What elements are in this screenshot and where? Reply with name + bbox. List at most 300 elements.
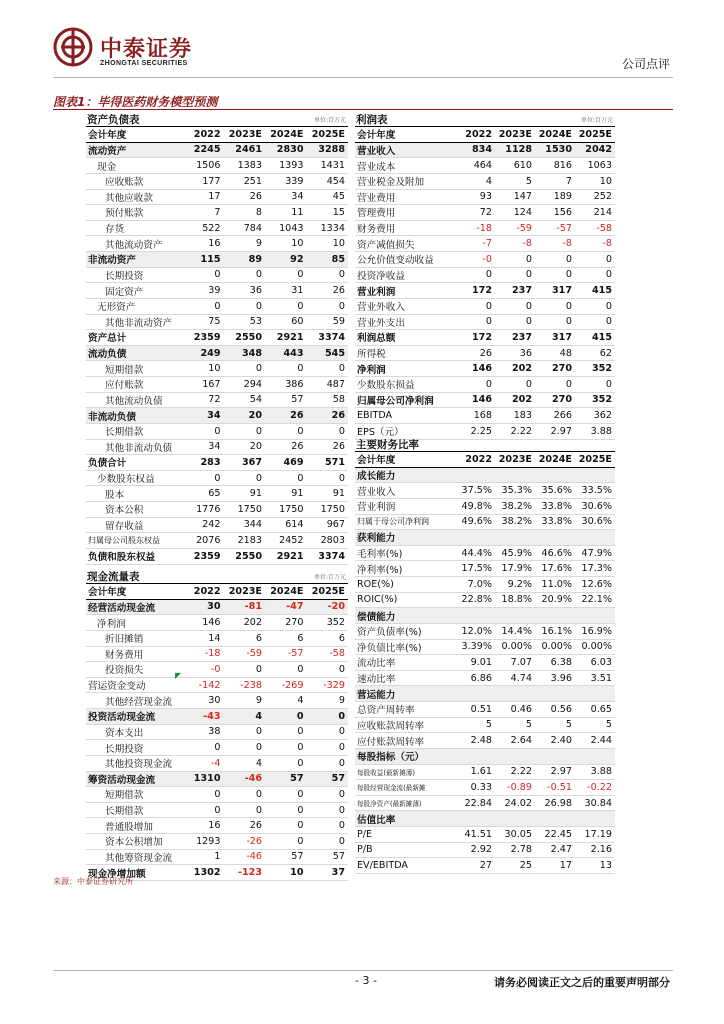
cell-value: 10 <box>575 173 615 189</box>
cell-value: 35.6% <box>535 483 575 499</box>
row-label: 短期借款 <box>86 787 182 803</box>
cell-value: -47 <box>265 599 307 615</box>
table-row <box>355 483 615 499</box>
row-label: 公允价值变动收益 <box>355 252 455 268</box>
table-row <box>355 764 615 780</box>
cell-value: 4.74 <box>495 670 535 686</box>
cell-value: 10 <box>182 361 224 377</box>
cell-value: 4 <box>224 709 266 725</box>
cell-value: -18 <box>455 220 495 236</box>
cell-value: 2550 <box>224 330 266 346</box>
cell-value: 270 <box>265 615 307 631</box>
cell-value: 3288 <box>307 142 349 158</box>
row-label: 营业外支出 <box>355 314 455 330</box>
cell-value <box>535 686 575 702</box>
cell-value: -8 <box>575 236 615 252</box>
table-row <box>86 502 348 518</box>
cell-value: 146 <box>182 615 224 631</box>
cell-value: 0 <box>307 834 349 850</box>
table-row <box>86 142 348 158</box>
cell-value: 46.6% <box>535 545 575 561</box>
cell-value: 3.39% <box>455 639 495 655</box>
table-row <box>86 470 348 486</box>
cell-value: 1530 <box>535 142 575 158</box>
table-row <box>86 615 348 631</box>
cell-value: 0 <box>182 423 224 439</box>
cell-value <box>575 748 615 764</box>
cell-value: 0 <box>265 662 307 678</box>
cell-value: 72 <box>455 205 495 221</box>
table-row <box>355 158 615 174</box>
cell-value: 967 <box>307 517 349 533</box>
cell-value: 49.6% <box>455 514 495 530</box>
unit-label: 单位:百万元 <box>313 117 346 124</box>
cell-value: 59 <box>307 314 349 330</box>
cell-value: 1776 <box>182 502 224 518</box>
table-row <box>86 630 348 646</box>
row-label: 流动资产 <box>86 142 182 158</box>
cell-value <box>535 811 575 827</box>
cell-value: 0 <box>182 787 224 803</box>
cell-value: 172 <box>455 330 495 346</box>
balance-sheet-title: 资产负债表 <box>87 114 140 126</box>
cell-value: 0 <box>265 267 307 283</box>
cell-value: 27 <box>455 858 495 874</box>
table-row <box>355 205 615 221</box>
cell-value: 386 <box>265 377 307 393</box>
row-label: 毛利率(%) <box>355 545 455 561</box>
cell-value: 7 <box>182 205 224 221</box>
cell-value: 146 <box>455 392 495 408</box>
column-header-label: 会计年度 <box>355 127 455 142</box>
cell-value: 0 <box>455 267 495 283</box>
table-row <box>86 361 348 377</box>
table-row <box>355 827 615 843</box>
table-row <box>355 795 615 811</box>
cell-value: 16 <box>182 818 224 834</box>
cell-value: 0 <box>265 423 307 439</box>
cell-value: 0 <box>182 740 224 756</box>
cell-value: 294 <box>224 377 266 393</box>
row-label: 其他非流动资产 <box>86 314 182 330</box>
cell-value: 0 <box>307 724 349 740</box>
table-row <box>355 361 615 377</box>
cell-value: 34 <box>182 408 224 424</box>
cell-value: 0 <box>307 470 349 486</box>
cell-value: 270 <box>535 392 575 408</box>
cell-value: -0.22 <box>575 780 615 796</box>
cell-value: 2183 <box>224 533 266 549</box>
table-row <box>355 173 615 189</box>
cell-value: 26 <box>307 283 349 299</box>
cell-value: 26 <box>455 345 495 361</box>
table-row <box>355 639 615 655</box>
cell-value: 34 <box>182 439 224 455</box>
row-label: 非流动资产 <box>86 252 182 268</box>
cell-value: 33.8% <box>535 514 575 530</box>
cell-value <box>495 467 535 483</box>
cell-value: -26 <box>224 834 266 850</box>
cell-value: 0 <box>575 267 615 283</box>
title-divider <box>53 109 673 110</box>
cell-value: 0 <box>307 423 349 439</box>
row-label: EPS（元） <box>355 423 455 439</box>
cell-value <box>455 811 495 827</box>
cell-value: 5 <box>575 717 615 733</box>
cell-value: 167 <box>182 377 224 393</box>
cell-value: -0 <box>182 662 224 678</box>
cell-value: 2359 <box>182 548 224 564</box>
cell-value: 251 <box>224 173 266 189</box>
table-row <box>355 283 615 299</box>
cell-value: 352 <box>575 392 615 408</box>
cell-value: 202 <box>495 392 535 408</box>
cell-value: 17 <box>535 858 575 874</box>
table-row <box>355 142 615 158</box>
row-label: 投资损失 <box>86 662 182 678</box>
table-row <box>86 771 348 787</box>
cell-value: 1750 <box>307 502 349 518</box>
cell-value: 38.2% <box>495 514 535 530</box>
cell-value: 2803 <box>307 533 349 549</box>
cell-value: 352 <box>575 361 615 377</box>
cell-value: 7 <box>535 173 575 189</box>
cell-value: 2550 <box>224 548 266 564</box>
table-row <box>86 834 348 850</box>
row-label: 管理费用 <box>355 205 455 221</box>
cell-value: 1383 <box>224 158 266 174</box>
cell-value: 25 <box>495 858 535 874</box>
cell-value <box>535 530 575 546</box>
row-label: ROIC(%) <box>355 592 455 608</box>
table-row <box>86 818 348 834</box>
cell-value: 168 <box>455 408 495 424</box>
cell-value: 172 <box>455 283 495 299</box>
cell-value: 9 <box>224 693 266 709</box>
cell-value: 0 <box>575 314 615 330</box>
cell-value: 0 <box>265 834 307 850</box>
cell-value: 6.38 <box>535 655 575 671</box>
balance-sheet-table <box>86 127 348 565</box>
cell-value: 0 <box>495 252 535 268</box>
table-row <box>355 577 615 593</box>
cell-value <box>535 748 575 764</box>
cell-value: -57 <box>265 646 307 662</box>
cell-value: 2359 <box>182 330 224 346</box>
table-row <box>86 693 348 709</box>
cell-value: 1393 <box>265 158 307 174</box>
row-label: 负债和股东权益 <box>86 548 182 564</box>
table-row <box>86 298 348 314</box>
table-row <box>355 545 615 561</box>
cell-value: -58 <box>307 646 349 662</box>
cell-value: 92 <box>265 252 307 268</box>
row-label: 固定资产 <box>86 283 182 299</box>
cell-value: 37 <box>307 865 349 881</box>
cell-value: 44.4% <box>455 545 495 561</box>
source-note: 来源：中泰证券研究所 <box>53 877 133 886</box>
cell-value: 784 <box>224 220 266 236</box>
cell-value: 36 <box>224 283 266 299</box>
cell-value <box>455 608 495 624</box>
cell-value: 1310 <box>182 771 224 787</box>
cell-value: 0 <box>455 377 495 393</box>
cell-value: 6.86 <box>455 670 495 686</box>
cell-value: 2.47 <box>535 842 575 858</box>
row-label: 少数股东权益 <box>86 470 182 486</box>
cell-value: 5 <box>495 717 535 733</box>
row-label: 速动比率 <box>355 670 455 686</box>
row-label: 财务费用 <box>355 220 455 236</box>
cell-value: 2.64 <box>495 733 535 749</box>
cell-value: 237 <box>495 283 535 299</box>
cell-value: 0 <box>265 740 307 756</box>
cell-value: 156 <box>535 205 575 221</box>
cell-value: 487 <box>307 377 349 393</box>
row-label: 留存收益 <box>86 517 182 533</box>
row-label: 其他流动负债 <box>86 392 182 408</box>
table-row <box>86 205 348 221</box>
cell-value: 1334 <box>307 220 349 236</box>
cell-value: 24.02 <box>495 795 535 811</box>
cell-value: 38.2% <box>495 498 535 514</box>
table-row <box>86 267 348 283</box>
column-header-year: 2023E <box>224 584 266 599</box>
table-row <box>86 423 348 439</box>
table-row <box>355 748 615 764</box>
table-row <box>86 755 348 771</box>
cell-value: 0 <box>265 787 307 803</box>
cell-value: 464 <box>455 158 495 174</box>
cell-value: 1293 <box>182 834 224 850</box>
table-row <box>86 787 348 803</box>
cell-value: 2.16 <box>575 842 615 858</box>
logo-english-name: ZHONGTAI SECURITIES <box>100 60 188 67</box>
cell-value: 147 <box>495 189 535 205</box>
cell-value: 0 <box>224 267 266 283</box>
cell-value: 12.6% <box>575 577 615 593</box>
cell-value: 33.8% <box>535 498 575 514</box>
row-label: P/E <box>355 827 455 843</box>
table-row <box>355 717 615 733</box>
cell-value: 202 <box>224 615 266 631</box>
table-row <box>355 467 615 483</box>
row-label: 营业外收入 <box>355 298 455 314</box>
cell-value: 115 <box>182 252 224 268</box>
cell-value: 22.8% <box>455 592 495 608</box>
row-label: 流动比率 <box>355 655 455 671</box>
cell-value: 9.2% <box>495 577 535 593</box>
cell-value: 37.5% <box>455 483 495 499</box>
row-label: 应收账款周转率 <box>355 717 455 733</box>
table-row <box>86 486 348 502</box>
table-row <box>86 709 348 725</box>
cell-value: 2.25 <box>455 423 495 439</box>
cell-value: 3374 <box>307 548 349 564</box>
cell-value: 571 <box>307 455 349 471</box>
cell-value: 344 <box>224 517 266 533</box>
cell-value: 0 <box>265 724 307 740</box>
row-label: 资产总计 <box>86 330 182 346</box>
disclaimer-notice: 请务必阅读正文之后的重要声明部分 <box>494 976 670 989</box>
cell-value <box>455 530 495 546</box>
cell-value: 8 <box>224 205 266 221</box>
row-label: 净利率(%) <box>355 561 455 577</box>
cell-value: -58 <box>575 220 615 236</box>
cell-value: 26 <box>224 189 266 205</box>
cell-value: 10 <box>265 236 307 252</box>
cell-value: 0 <box>224 423 266 439</box>
column-header-row <box>86 584 348 599</box>
cell-value: 0.65 <box>575 702 615 718</box>
header-divider <box>53 77 673 78</box>
table-row <box>86 173 348 189</box>
row-label: 归属于母公司净利润 <box>355 514 455 530</box>
row-label: 净利润 <box>355 361 455 377</box>
cell-value: 0.00% <box>535 639 575 655</box>
table-row <box>86 314 348 330</box>
cell-value: 2.44 <box>575 733 615 749</box>
row-label: 每股净资产(最新摊薄) <box>355 795 455 811</box>
table-row <box>86 392 348 408</box>
cell-value: 3.96 <box>535 670 575 686</box>
column-header-year: 2024E <box>265 584 307 599</box>
cell-value: -0.89 <box>495 780 535 796</box>
table-row <box>86 802 348 818</box>
cell-value <box>495 811 535 827</box>
row-label: 筹资活动现金流 <box>86 771 182 787</box>
cell-value: 0.00% <box>495 639 535 655</box>
table-row <box>355 670 615 686</box>
income-statement-panel <box>355 111 615 440</box>
cell-value <box>535 467 575 483</box>
cell-value: 26 <box>265 408 307 424</box>
cell-value: 2461 <box>224 142 266 158</box>
cell-value: 1043 <box>265 220 307 236</box>
column-header-year: 2025E <box>307 127 349 142</box>
cell-value <box>495 608 535 624</box>
cell-value: 0 <box>224 740 266 756</box>
cell-value: 1128 <box>495 142 535 158</box>
footer-divider <box>53 970 673 971</box>
table-row <box>355 733 615 749</box>
table-row <box>86 189 348 205</box>
cell-value: 0 <box>535 298 575 314</box>
cell-value: 17.6% <box>535 561 575 577</box>
cell-value: 45 <box>307 189 349 205</box>
row-label: 营业成本 <box>355 158 455 174</box>
row-label: EV/EBITDA <box>355 858 455 874</box>
cell-value: 30.84 <box>575 795 615 811</box>
column-header-year: 2023E <box>495 452 535 467</box>
table-row <box>355 858 615 874</box>
table-row <box>355 252 615 268</box>
row-label: 存货 <box>86 220 182 236</box>
cell-value: 4 <box>455 173 495 189</box>
table-row <box>355 220 615 236</box>
table-row <box>86 439 348 455</box>
cell-value: 339 <box>265 173 307 189</box>
cell-value: 2042 <box>575 142 615 158</box>
cell-value: 91 <box>224 486 266 502</box>
cell-value: -329 <box>307 677 349 693</box>
cell-value: 26 <box>307 439 349 455</box>
table-row <box>355 623 615 639</box>
cell-value: 2452 <box>265 533 307 549</box>
comment-marker-icon: ◤ <box>175 671 182 680</box>
row-label: 营运资金变动 <box>86 677 182 693</box>
cell-value: 0 <box>307 662 349 678</box>
cell-value: 0 <box>495 314 535 330</box>
cell-value: 22.45 <box>535 827 575 843</box>
column-header-year: 2022 <box>455 452 495 467</box>
cell-value: 26 <box>307 408 349 424</box>
table-row <box>86 599 348 615</box>
cell-value: 146 <box>455 361 495 377</box>
cell-value: 3374 <box>307 330 349 346</box>
cell-value: 0 <box>307 361 349 377</box>
cell-value: 2076 <box>182 533 224 549</box>
cash-flow-header <box>86 568 348 584</box>
cell-value: 614 <box>265 517 307 533</box>
table-row <box>355 236 615 252</box>
cell-value: 45.9% <box>495 545 535 561</box>
row-label: 短期借款 <box>86 361 182 377</box>
cell-value <box>495 748 535 764</box>
cell-value: 317 <box>535 283 575 299</box>
column-header-row <box>355 127 615 142</box>
cell-value: 10 <box>307 236 349 252</box>
cell-value: 22.84 <box>455 795 495 811</box>
row-label: 获利能力 <box>355 530 455 546</box>
cell-value: 41.51 <box>455 827 495 843</box>
table-row <box>86 158 348 174</box>
cell-value: 57 <box>265 849 307 865</box>
cell-value: 11.0% <box>535 577 575 593</box>
cell-value: 30 <box>182 693 224 709</box>
table-row <box>355 330 615 346</box>
cell-value: 183 <box>495 408 535 424</box>
row-label: EBITDA <box>355 408 455 424</box>
cell-value: -0 <box>455 252 495 268</box>
cell-value: 93 <box>455 189 495 205</box>
column-header-year: 2024E <box>535 452 575 467</box>
cell-value: 348 <box>224 345 266 361</box>
cell-value: 0 <box>495 298 535 314</box>
cell-value: 53 <box>224 314 266 330</box>
table-row <box>86 548 348 564</box>
cell-value: 35.3% <box>495 483 535 499</box>
cell-value: 26 <box>224 818 266 834</box>
cell-value: -238 <box>224 677 266 693</box>
table-row <box>355 392 615 408</box>
cell-value: 57 <box>307 849 349 865</box>
row-label: 成长能力 <box>355 467 455 483</box>
cell-value: 816 <box>535 158 575 174</box>
cell-value: 16.1% <box>535 623 575 639</box>
cell-value: 0 <box>224 787 266 803</box>
cell-value: 91 <box>307 486 349 502</box>
ratios-panel <box>355 436 615 874</box>
cell-value <box>455 467 495 483</box>
cell-value: 48 <box>535 345 575 361</box>
cell-value: 22.1% <box>575 592 615 608</box>
row-label: 归属母公司股东权益 <box>86 533 182 549</box>
row-label: 现金净增加额 <box>86 865 182 881</box>
cell-value <box>575 686 615 702</box>
cell-value: 0 <box>265 709 307 725</box>
row-label: 资本公积增加 <box>86 834 182 850</box>
